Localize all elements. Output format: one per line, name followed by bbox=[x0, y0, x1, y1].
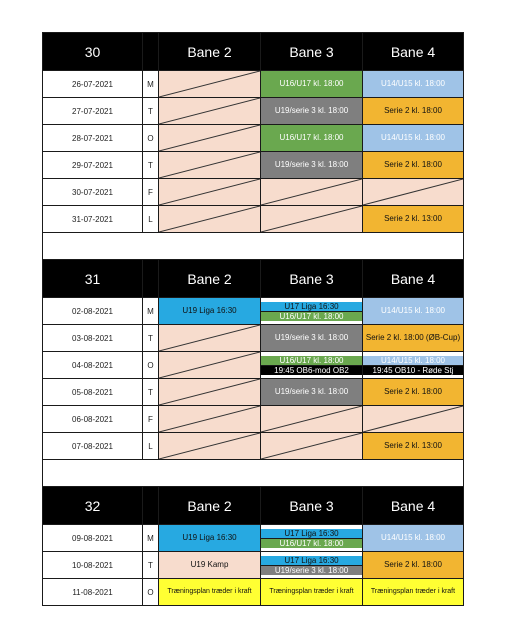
table-row bbox=[43, 379, 464, 406]
column-header: Bane 4 bbox=[363, 260, 464, 298]
day-letter: T bbox=[143, 325, 159, 352]
booking-cell: Serie 2 kl. 18:00 bbox=[363, 98, 464, 125]
column-header: Bane 2 bbox=[159, 260, 261, 298]
split-booking-cell bbox=[363, 352, 464, 379]
table-row bbox=[43, 298, 464, 325]
table-row bbox=[43, 179, 464, 206]
week-number: 30 bbox=[43, 33, 143, 71]
week-number: 31 bbox=[43, 260, 143, 298]
table-row bbox=[43, 125, 464, 152]
week-number: 32 bbox=[43, 487, 143, 525]
week-header bbox=[43, 33, 464, 71]
day-letter: L bbox=[143, 206, 159, 233]
column-header: Bane 3 bbox=[261, 487, 363, 525]
day-letter: M bbox=[143, 525, 159, 552]
table-row bbox=[43, 71, 464, 98]
notice-cell: Træningsplan træder i kraft bbox=[159, 579, 261, 606]
booking-cell: U19 Liga 16:30 bbox=[159, 298, 261, 325]
day-letter: M bbox=[143, 71, 159, 98]
date-cell: 05-08-2021 bbox=[43, 379, 143, 406]
day-letter: M bbox=[143, 298, 159, 325]
empty-slot bbox=[261, 406, 363, 433]
booking-cell: Serie 2 kl. 18:00 (ØB-Cup) bbox=[363, 325, 464, 352]
date-cell: 09-08-2021 bbox=[43, 525, 143, 552]
booking-top: U16/U17 kl. 18:00 bbox=[261, 356, 362, 365]
day-letter: T bbox=[143, 552, 159, 579]
booking-bottom: U16/U17 kl. 18:00 bbox=[261, 311, 362, 321]
date-cell: 02-08-2021 bbox=[43, 298, 143, 325]
booking-cell: U14/U15 kl. 18:00 bbox=[363, 125, 464, 152]
day-letter: O bbox=[143, 352, 159, 379]
date-cell: 10-08-2021 bbox=[43, 552, 143, 579]
booking-bottom: U19/serie 3 kl. 18:00 bbox=[261, 565, 362, 575]
booking-cell: U19/serie 3 kl. 18:00 bbox=[261, 379, 363, 406]
table-row bbox=[43, 579, 464, 606]
column-header: Bane 3 bbox=[261, 260, 363, 298]
day-letter: T bbox=[143, 98, 159, 125]
booking-cell: Serie 2 kl. 13:00 bbox=[363, 206, 464, 233]
day-letter: O bbox=[143, 125, 159, 152]
empty-slot bbox=[159, 152, 261, 179]
empty-slot bbox=[159, 433, 261, 460]
booking-cell: U19 Liga 16:30 bbox=[159, 525, 261, 552]
date-cell: 03-08-2021 bbox=[43, 325, 143, 352]
day-letter: F bbox=[143, 179, 159, 206]
date-cell: 04-08-2021 bbox=[43, 352, 143, 379]
split-booking-cell bbox=[261, 525, 363, 552]
booking-cell: Serie 2 kl. 18:00 bbox=[363, 552, 464, 579]
column-header: Bane 2 bbox=[159, 33, 261, 71]
booking-top: U14/U15 kl. 18:00 bbox=[363, 356, 463, 365]
booking-top: U17 Liga 16:30 bbox=[261, 529, 362, 538]
empty-slot bbox=[261, 433, 363, 460]
booking-top: U17 Liga 16:30 bbox=[261, 556, 362, 565]
split-booking-cell bbox=[261, 552, 363, 579]
empty-slot bbox=[363, 406, 464, 433]
table-row bbox=[43, 98, 464, 125]
booking-bottom: 19:45 OB10 - Røde Stj bbox=[363, 365, 463, 375]
table-row bbox=[43, 206, 464, 233]
column-header: Bane 4 bbox=[363, 487, 464, 525]
table-row bbox=[43, 552, 464, 579]
booking-cell: Serie 2 kl. 13:00 bbox=[363, 433, 464, 460]
booking-cell: U19 Kamp bbox=[159, 552, 261, 579]
booking-bottom: 19:45 OB6-mod OB2 bbox=[261, 365, 362, 375]
booking-bottom: U16/U17 kl. 18:00 bbox=[261, 538, 362, 548]
split-booking-cell bbox=[261, 298, 363, 325]
table-row bbox=[43, 152, 464, 179]
booking-top: U17 Liga 16:30 bbox=[261, 302, 362, 311]
empty-slot bbox=[159, 125, 261, 152]
empty-slot bbox=[159, 379, 261, 406]
empty-slot bbox=[159, 179, 261, 206]
date-cell: 31-07-2021 bbox=[43, 206, 143, 233]
day-letter: T bbox=[143, 152, 159, 179]
date-cell: 06-08-2021 bbox=[43, 406, 143, 433]
date-cell: 30-07-2021 bbox=[43, 179, 143, 206]
week-header bbox=[43, 260, 464, 298]
table-row bbox=[43, 433, 464, 460]
day-letter: T bbox=[143, 379, 159, 406]
empty-slot bbox=[261, 179, 363, 206]
empty-slot bbox=[261, 206, 363, 233]
notice-cell: Træningsplan træder i kraft bbox=[363, 579, 464, 606]
date-cell: 07-08-2021 bbox=[43, 433, 143, 460]
booking-cell: Serie 2 kl. 18:00 bbox=[363, 152, 464, 179]
booking-cell: U19/serie 3 kl. 18:00 bbox=[261, 325, 363, 352]
booking-cell: U14/U15 kl. 18:00 bbox=[363, 298, 464, 325]
column-header: Bane 3 bbox=[261, 33, 363, 71]
table-row bbox=[43, 525, 464, 552]
notice-cell: Træningsplan træder i kraft bbox=[261, 579, 363, 606]
booking-cell: U19/serie 3 kl. 18:00 bbox=[261, 98, 363, 125]
week-header bbox=[43, 487, 464, 525]
table-row bbox=[43, 352, 464, 379]
day-letter: O bbox=[143, 579, 159, 606]
empty-slot bbox=[159, 352, 261, 379]
booking-cell: U16/U17 kl. 18:00 bbox=[261, 71, 363, 98]
empty-slot bbox=[159, 206, 261, 233]
booking-cell: U19/serie 3 kl. 18:00 bbox=[261, 152, 363, 179]
empty-slot bbox=[159, 406, 261, 433]
booking-cell: U16/U17 kl. 18:00 bbox=[261, 125, 363, 152]
column-header: Bane 2 bbox=[159, 487, 261, 525]
table-row bbox=[43, 325, 464, 352]
spacer-row bbox=[43, 460, 464, 487]
day-letter: F bbox=[143, 406, 159, 433]
date-cell: 27-07-2021 bbox=[43, 98, 143, 125]
booking-cell: U14/U15 kl. 18:00 bbox=[363, 71, 464, 98]
date-cell: 28-07-2021 bbox=[43, 125, 143, 152]
empty-slot bbox=[159, 325, 261, 352]
date-cell: 26-07-2021 bbox=[43, 71, 143, 98]
table-row bbox=[43, 406, 464, 433]
split-booking-cell bbox=[261, 352, 363, 379]
empty-slot bbox=[363, 179, 464, 206]
booking-cell: Serie 2 kl. 18:00 bbox=[363, 379, 464, 406]
booking-cell: U14/U15 kl. 18:00 bbox=[363, 525, 464, 552]
date-cell: 29-07-2021 bbox=[43, 152, 143, 179]
empty-slot bbox=[159, 71, 261, 98]
spacer-row bbox=[43, 233, 464, 260]
schedule-table bbox=[42, 32, 464, 606]
column-header: Bane 4 bbox=[363, 33, 464, 71]
day-letter: L bbox=[143, 433, 159, 460]
date-cell: 11-08-2021 bbox=[43, 579, 143, 606]
empty-slot bbox=[159, 98, 261, 125]
